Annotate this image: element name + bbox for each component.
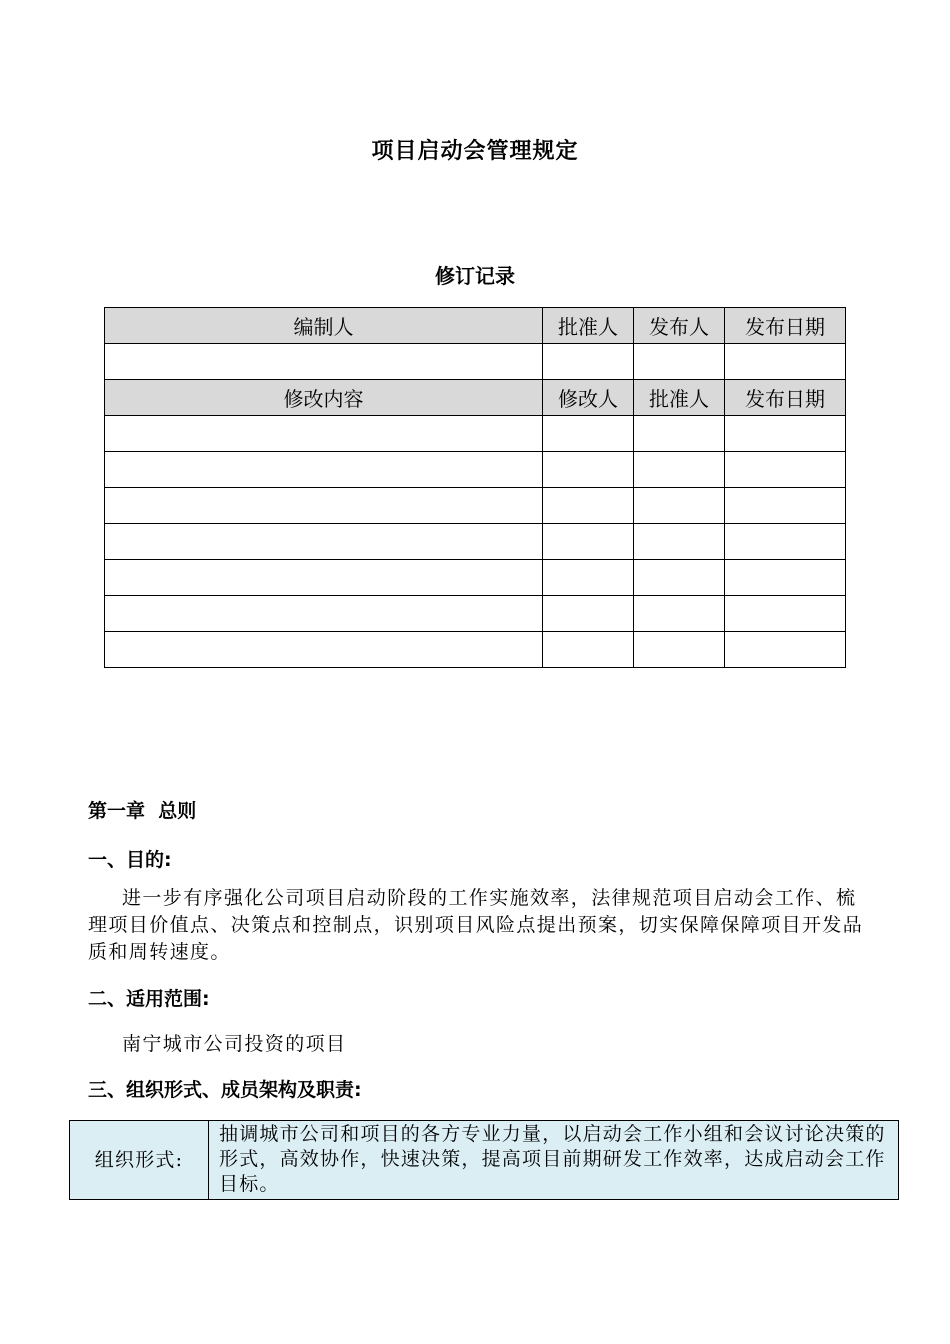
header-cell: 批准人	[634, 380, 725, 416]
table-cell	[105, 416, 543, 452]
table-cell	[634, 524, 725, 560]
organization-form-label: 组织形式:	[70, 1121, 209, 1200]
header-cell: 编制人	[105, 308, 543, 344]
table-cell	[634, 416, 725, 452]
table-cell	[725, 524, 846, 560]
table-cell	[634, 452, 725, 488]
table-cell	[543, 560, 634, 596]
table-cell	[105, 524, 543, 560]
table-cell	[543, 488, 634, 524]
table-cell	[634, 560, 725, 596]
table-row	[105, 416, 846, 452]
table-cell	[725, 452, 846, 488]
table-cell	[105, 452, 543, 488]
table-cell	[543, 344, 634, 380]
organization-form-text: 抽调城市公司和项目的各方专业力量，以启动会工作小组和会议讨论决策的形式，高效协作，快速决策，提高项目前期研发工作效率，达成启动会工作目标。	[209, 1121, 899, 1200]
organization-heading: 三、组织形式、成员架构及职责:	[88, 1079, 362, 1101]
table-cell	[725, 344, 846, 380]
table-cell	[105, 344, 543, 380]
header-cell: 发布日期	[725, 380, 846, 416]
table-cell	[105, 560, 543, 596]
header-cell: 批准人	[543, 308, 634, 344]
organization-table	[69, 1120, 899, 1200]
table-row	[105, 524, 846, 560]
table-row	[105, 452, 846, 488]
revision-table	[104, 307, 846, 668]
table-row	[105, 632, 846, 668]
document-title: 项目启动会管理规定	[371, 139, 579, 164]
table-row	[105, 488, 846, 524]
purpose-paragraph: 进一步有序强化公司项目启动阶段的工作实施效率，法律规范项目启动会工作、梳理项目价值点、决策点和控制点，识别项目风险点提出预案，切实保障保障项目开发品质和周转速度。	[88, 887, 864, 963]
table-cell	[543, 596, 634, 632]
table-row	[105, 344, 846, 380]
table-cell	[543, 416, 634, 452]
table-cell	[634, 596, 725, 632]
table-row	[105, 560, 846, 596]
header-cell: 发布人	[634, 308, 725, 344]
revision-header-row	[105, 308, 846, 344]
header-cell: 发布日期	[725, 308, 846, 344]
revision-record-title: 修订记录	[435, 264, 515, 288]
table-cell	[725, 596, 846, 632]
scope-heading: 二、适用范围:	[88, 988, 210, 1010]
chapter-heading: 第一章 总则	[88, 800, 197, 822]
table-cell	[725, 560, 846, 596]
table-cell	[725, 632, 846, 668]
table-cell	[725, 416, 846, 452]
table-cell	[543, 524, 634, 560]
table-cell	[105, 596, 543, 632]
header-cell: 修改内容	[105, 380, 543, 416]
table-cell	[543, 452, 634, 488]
table-row	[70, 1121, 899, 1200]
table-cell	[105, 488, 543, 524]
table-cell	[543, 632, 634, 668]
scope-paragraph: 南宁城市公司投资的项目	[122, 1033, 347, 1055]
table-cell	[634, 344, 725, 380]
modification-header-row	[105, 380, 846, 416]
table-cell	[634, 632, 725, 668]
table-cell	[725, 488, 846, 524]
table-cell	[105, 632, 543, 668]
purpose-heading: 一、目的:	[88, 849, 172, 871]
table-cell	[634, 488, 725, 524]
header-cell: 修改人	[543, 380, 634, 416]
table-row	[105, 596, 846, 632]
